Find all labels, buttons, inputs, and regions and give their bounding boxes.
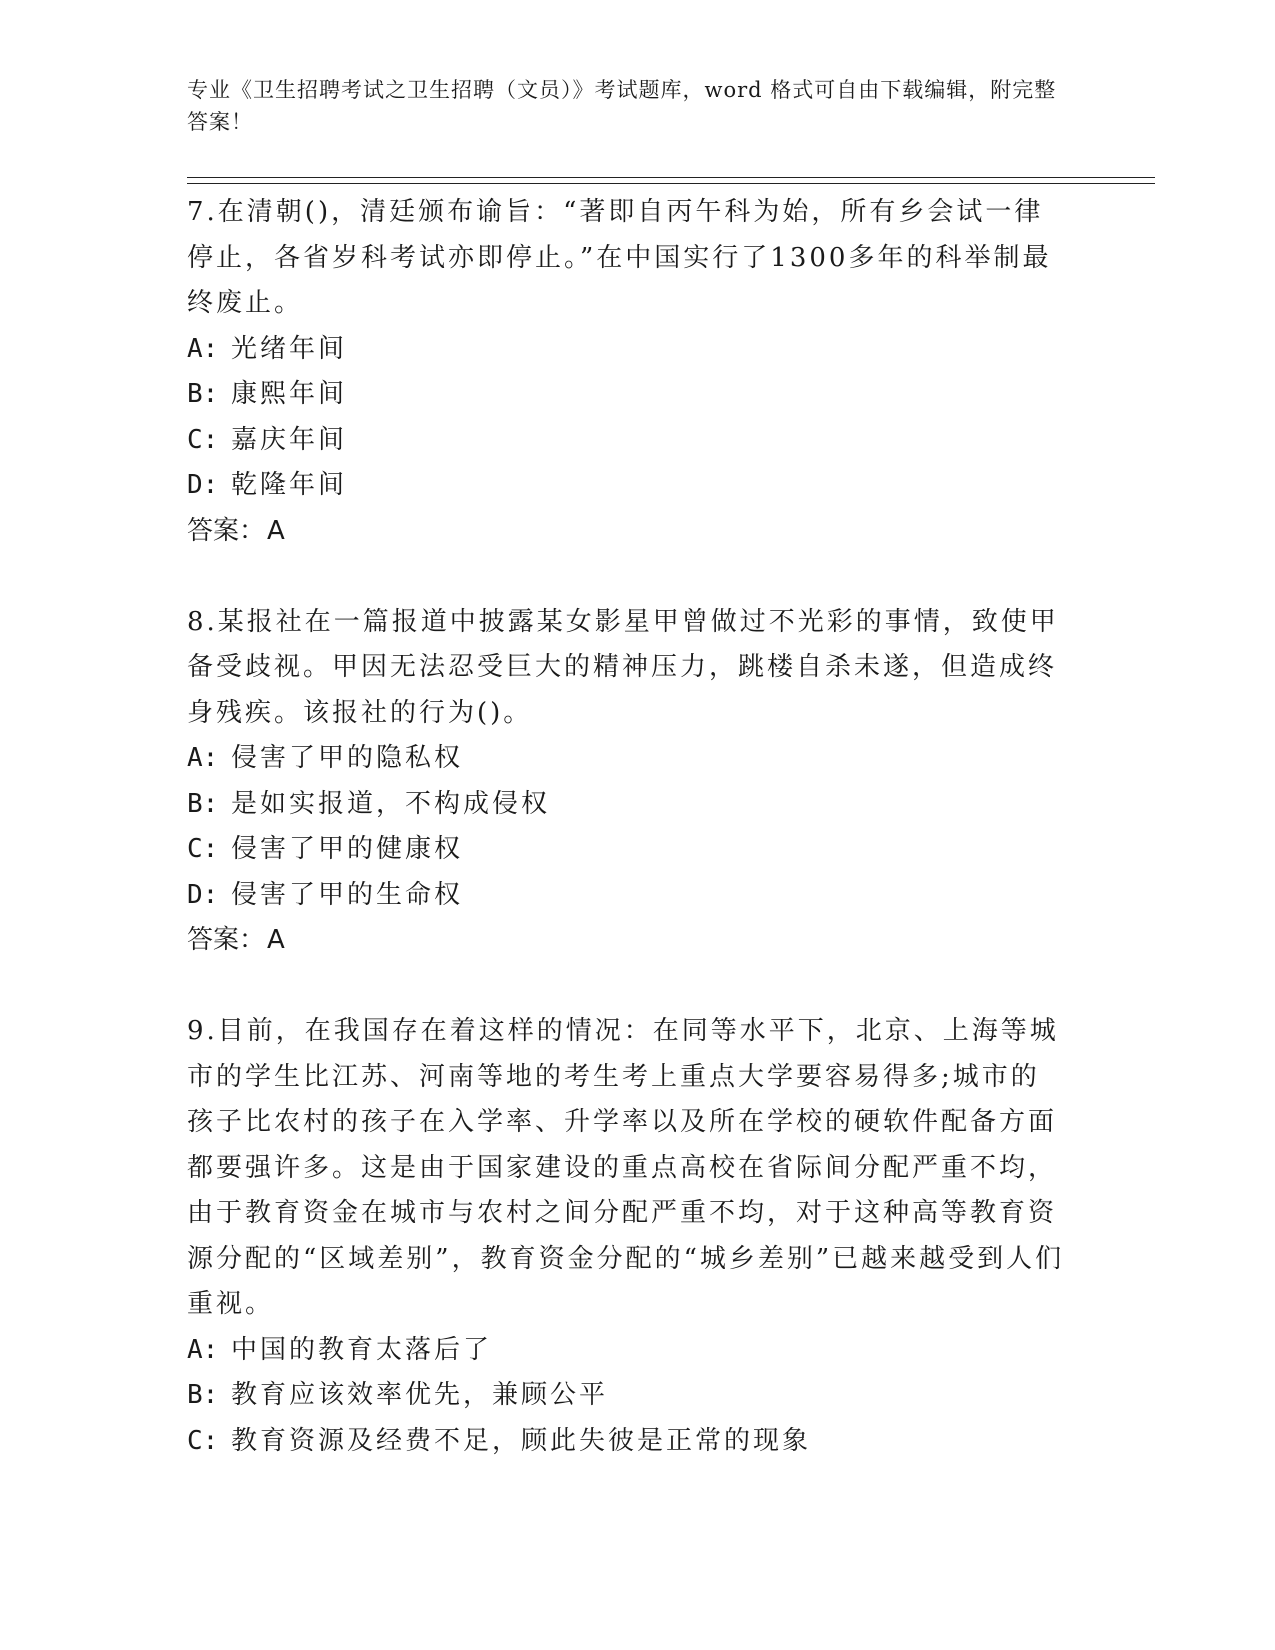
option-key: C: — [187, 834, 219, 864]
option-text: 中国的教育太落后了 — [231, 1334, 493, 1365]
question-9 — [187, 1009, 1067, 1464]
option-key: A: — [187, 1334, 219, 1365]
option-c — [187, 1419, 1067, 1465]
option-text: 教育资源及经费不足，顾此失彼是正常的现象 — [231, 1425, 812, 1456]
option-text: 乾隆年间 — [231, 470, 348, 500]
answer-value: A — [267, 515, 285, 546]
option-text: 嘉庆年间 — [231, 424, 348, 455]
option-b — [187, 1373, 1067, 1419]
option-text: 是如实报道，不构成侵权 — [231, 788, 551, 819]
question-stem: 8.某报社在一篇报道中披露某女影星甲曾做过不光彩的事情，致使甲备受歧视。甲因无法忍受巨大的精神压力，跳楼自杀未遂，但造成终身残疾。该报社的行为()。 — [187, 606, 1059, 728]
answer-label: 答案： — [187, 515, 266, 546]
header-rule-bottom — [187, 183, 1155, 184]
spacer — [187, 554, 1067, 600]
answer-value: A — [267, 925, 285, 955]
option-key: C: — [187, 1425, 219, 1456]
option-key: B: — [187, 788, 219, 819]
question-8 — [187, 600, 1067, 964]
option-key: C: — [187, 424, 219, 455]
answer-line — [187, 509, 1067, 555]
document-header: 专业《卫生招聘考试之卫生招聘（文员）》考试题库，word 格式可自由下载编辑，附完整答案！ — [187, 78, 1057, 134]
spacer — [187, 964, 1067, 1010]
option-text: 侵害了甲的健康权 — [231, 834, 464, 864]
option-key: D: — [187, 470, 219, 500]
option-key: A: — [187, 743, 219, 773]
option-text: 侵害了甲的生命权 — [231, 879, 464, 910]
option-c — [187, 827, 1067, 873]
option-key: D: — [187, 879, 219, 910]
answer-label: 答案： — [187, 925, 266, 955]
question-stem: 7.在清朝()，清廷颁布谕旨：“著即自丙午科为始，所有乡会试一律停止，各省岁科考试亦即停止。”在中国实行了1300多年的科举制最终废止。 — [187, 197, 1052, 318]
option-c — [187, 418, 1067, 464]
option-d — [187, 873, 1067, 919]
option-text: 教育应该效率优先，兼顾公平 — [231, 1380, 609, 1410]
option-text: 康熙年间 — [231, 379, 348, 409]
question-7 — [187, 190, 1067, 554]
header-rule-top — [187, 177, 1155, 178]
option-b — [187, 372, 1067, 418]
option-b — [187, 782, 1067, 828]
option-key: B: — [187, 379, 219, 409]
option-a — [187, 1328, 1067, 1374]
option-a — [187, 327, 1067, 373]
option-text: 光绪年间 — [231, 333, 348, 364]
option-key: A: — [187, 333, 219, 364]
questions-content — [187, 190, 1067, 1464]
question-stem: 9.目前，在我国存在着这样的情况：在同等水平下，北京、上海等城市的学生比江苏、河南等地的考生考上重点大学要容易得多;城市的孩子比农村的孩子在入学率、升学率以及所在学校的硬软件配备方面都要强许多。这是由于国家建设的重点高校在省际间分配严重不均，由于教育资金在城市与农村之间分配严重不均，对于这种高等教育资源分配的“区域差别”，教育资金分配的“城乡差别”已越来越受到人们重视。 — [187, 1016, 1065, 1319]
answer-line — [187, 918, 1067, 964]
option-d — [187, 463, 1067, 509]
option-key: B: — [187, 1380, 219, 1410]
option-text: 侵害了甲的隐私权 — [231, 743, 464, 773]
option-a — [187, 736, 1067, 782]
